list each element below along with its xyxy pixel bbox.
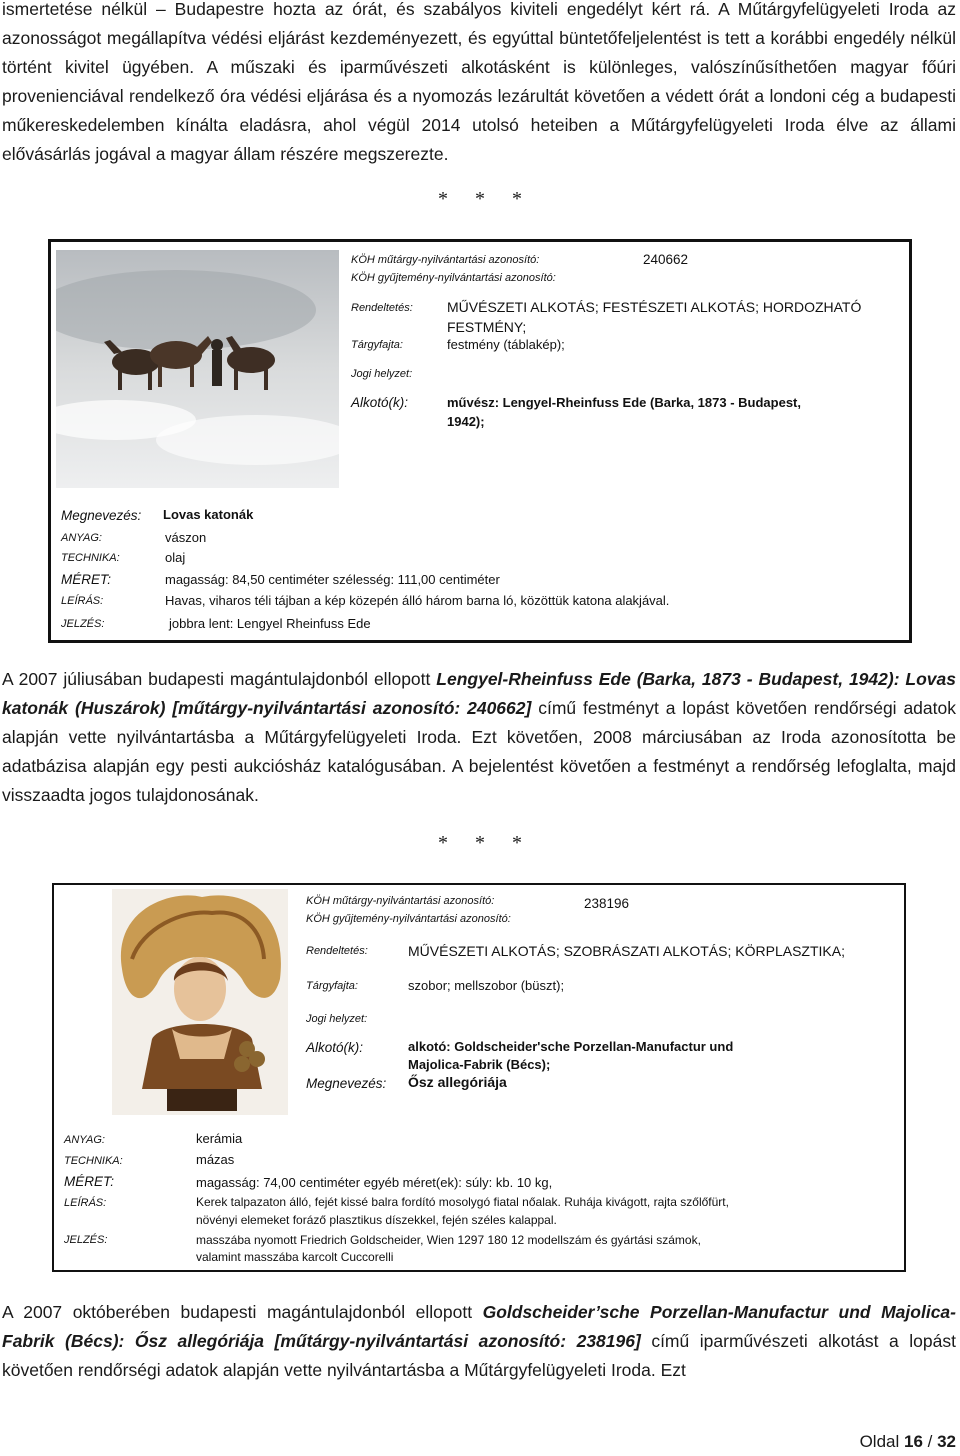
targyfajta-label: Tárgyfajta:: [351, 339, 403, 351]
koh-collection-label: KÖH gyűjtemény-nyilvántartási azonosító:: [351, 272, 556, 284]
page-total: 32: [937, 1432, 956, 1451]
jelzes-label-2: JELZÉS:: [64, 1234, 108, 1246]
koh-id-value-2: 238196: [584, 896, 630, 911]
leiras-value-1-card2: Kerek talpazaton álló, fejét kissé balra fordító mosolygó fiatal nőalak. Ruhája kivágott, rajta szőlőfürt,: [196, 1195, 729, 1209]
para3-text-2: című iparművészeti alkotást a lopást követően rendőrségi adatok alapján vette nyilvántartásba a Műtárgyfelügyeleti Iroda. Ezt: [2, 1331, 956, 1380]
leiras-value-2-card2: növényi elemeket foráző plasztikus díszekkel, fején széles kalappal.: [196, 1213, 557, 1227]
rendeltetes-label: Rendeltetés:: [351, 302, 413, 314]
technika-value: olaj: [165, 550, 186, 565]
technika-label: TECHNIKA:: [61, 552, 120, 564]
sculpture-image: [112, 889, 288, 1115]
painting-image: [56, 250, 339, 488]
paragraph-sculpture-theft: [2, 1298, 956, 1385]
jogi-helyzet-label: Jogi helyzet:: [351, 368, 413, 380]
anyag-label-2: ANYAG:: [64, 1134, 105, 1146]
para3-text-1: A 2007 októberében budapesti magántulajdonból ellopott: [2, 1302, 483, 1322]
meret-label-2: MÉRET:: [64, 1174, 114, 1189]
para3-artwork-title: Goldscheider’sche Porzellan-Manufactur und Majolica-Fabrik (Bécs): Ősz allegóriája [műtárgy-nyilvántartási azonosító: 238196]: [2, 1302, 956, 1351]
leiras-label: LEÍRÁS:: [61, 595, 104, 607]
anyag-value-2: kerámia: [196, 1131, 243, 1146]
targyfajta-label-2: Tárgyfajta:: [306, 980, 358, 992]
record-card-painting: [48, 239, 912, 643]
alkoto-value-1-card2: alkotó: Goldscheider'sche Porzellan-Manufactur und: [408, 1039, 734, 1054]
technika-value-2: mázas: [196, 1152, 235, 1167]
page-separator: /: [922, 1432, 938, 1451]
megnevezes-value: Lovas katonák: [163, 507, 254, 522]
koh-id-label: KÖH műtárgy-nyilvántartási azonosító:: [351, 254, 540, 266]
meret-value-2: magasság: 74,00 centiméter egyéb méret(ek): súly: kb. 10 kg,: [196, 1175, 553, 1190]
rendeltetes-value-2: FESTMÉNY;: [447, 319, 527, 335]
jelzes-label: JELZÉS:: [61, 618, 105, 630]
para2-text-1: A 2007 júliusában budapesti magántulajdonból ellopott: [2, 669, 437, 689]
koh-id-value: 240662: [643, 252, 689, 267]
alkoto-value-2-card2: Majolica-Fabrik (Bécs);: [408, 1057, 551, 1072]
technika-label-2: TECHNIKA:: [64, 1155, 123, 1167]
alkoto-label: Alkotó(k):: [351, 395, 409, 410]
anyag-value: vászon: [165, 530, 207, 545]
jelzes-value-2-card2: valamint masszába karcolt Cuccorelli: [196, 1250, 394, 1264]
page-number: [860, 1432, 956, 1452]
para2-artwork-title: Lengyel-Rheinfuss Ede (Barka, 1873 - Budapest, 1942): Lovas katonák (Huszárok) [műtárgy-nyilvántartási azonosító: 240662]: [2, 669, 956, 718]
alkoto-label-2: Alkotó(k):: [306, 1040, 364, 1055]
para2-text-2: című festményt a lopást követően rendőrségi adatok alapján vette nyilvántartásba a Műtárgyfelügyeleti Iroda. Ezt követően, 2008 márciusában az Iroda azonosította be adatbázisa alapján egy pesti aukciósház katalógusában. A bejelentést követően a festményt a rendőrség lefoglalta, majd visszaadta jogos tulajdonosának.: [2, 698, 956, 805]
jelzes-value-1-card2: masszába nyomott Friedrich Goldscheider, Wien 1297 180 12 modellszám és gyártási számok,: [196, 1233, 701, 1247]
rendeltetes-value-2-card2: MŰVÉSZETI ALKOTÁS; SZOBRÁSZATI ALKOTÁS; KÖRPLASZTIKA;: [408, 943, 845, 959]
section-separator: * * *: [438, 188, 522, 210]
megnevezes-label: Megnevezés:: [61, 508, 142, 523]
rendeltetes-value-1: MŰVÉSZETI ALKOTÁS; FESTÉSZETI ALKOTÁS; HORDOZHATÓ: [447, 299, 862, 315]
jelzes-value: jobbra lent: Lengyel Rheinfuss Ede: [169, 616, 371, 631]
anyag-label: ANYAG:: [61, 532, 102, 544]
megnevezes-label-2: Megnevezés:: [306, 1076, 387, 1091]
record-card-sculpture: [52, 883, 906, 1272]
jogi-helyzet-label-2: Jogi helyzet:: [306, 1013, 368, 1025]
alkoto-value-2: 1942);: [447, 414, 485, 429]
section-separator-2: * * *: [438, 832, 522, 854]
paragraph-painting-theft: [2, 665, 956, 810]
koh-id-label-2: KÖH műtárgy-nyilvántartási azonosító:: [306, 895, 495, 907]
koh-collection-label-2: KÖH gyűjtemény-nyilvántartási azonosító:: [306, 913, 511, 925]
page-number-prefix: Oldal: [859, 1432, 904, 1451]
targyfajta-value: festmény (táblakép);: [447, 337, 565, 352]
targyfajta-value-2: szobor; mellszobor (büszt);: [408, 978, 565, 993]
rendeltetes-label-2: Rendeltetés:: [306, 945, 368, 957]
leiras-label-2: LEÍRÁS:: [64, 1197, 107, 1209]
leiras-value: Havas, viharos téli tájban a kép közepén álló három barna ló, közöttük katona alakjával.: [165, 593, 670, 608]
alkoto-value-1: művész: Lengyel-Rheinfuss Ede (Barka, 1873 - Budapest,: [447, 395, 801, 410]
intro-paragraph: ismertetése nélkül – Budapestre hozta az órát, és szabályos kiviteli engedélyt kért rá. A Műtárgyfelügyeleti Iroda az azonosságot megállapítva védési eljárást kezdeményezett, és egyúttal büntetőfeljelentést is tett a korábbi engedély nélkül történt kivitel ügyében. A műszaki és iparművészeti alkotásként is különleges, valószínűsíthetően magyar főúri provenienciával rendelkező óra védési eljárása és a nyomozás lezárultát követően a védett órát a londoni cég a budapesti műkereskedelemben kínálta eladásra, ahol végül 2014 utolsó heteiben a Műtárgyfelügyeleti Iroda élve az állami elővásárlás jogával a magyar állam részére megszerezte.: [2, 0, 956, 164]
megnevezes-value-2: Ősz allegóriája: [408, 1074, 507, 1090]
meret-value: magasság: 84,50 centiméter szélesség: 111,00 centiméter: [165, 572, 500, 587]
page-current: 16: [903, 1432, 923, 1451]
meret-label: MÉRET:: [61, 572, 111, 587]
